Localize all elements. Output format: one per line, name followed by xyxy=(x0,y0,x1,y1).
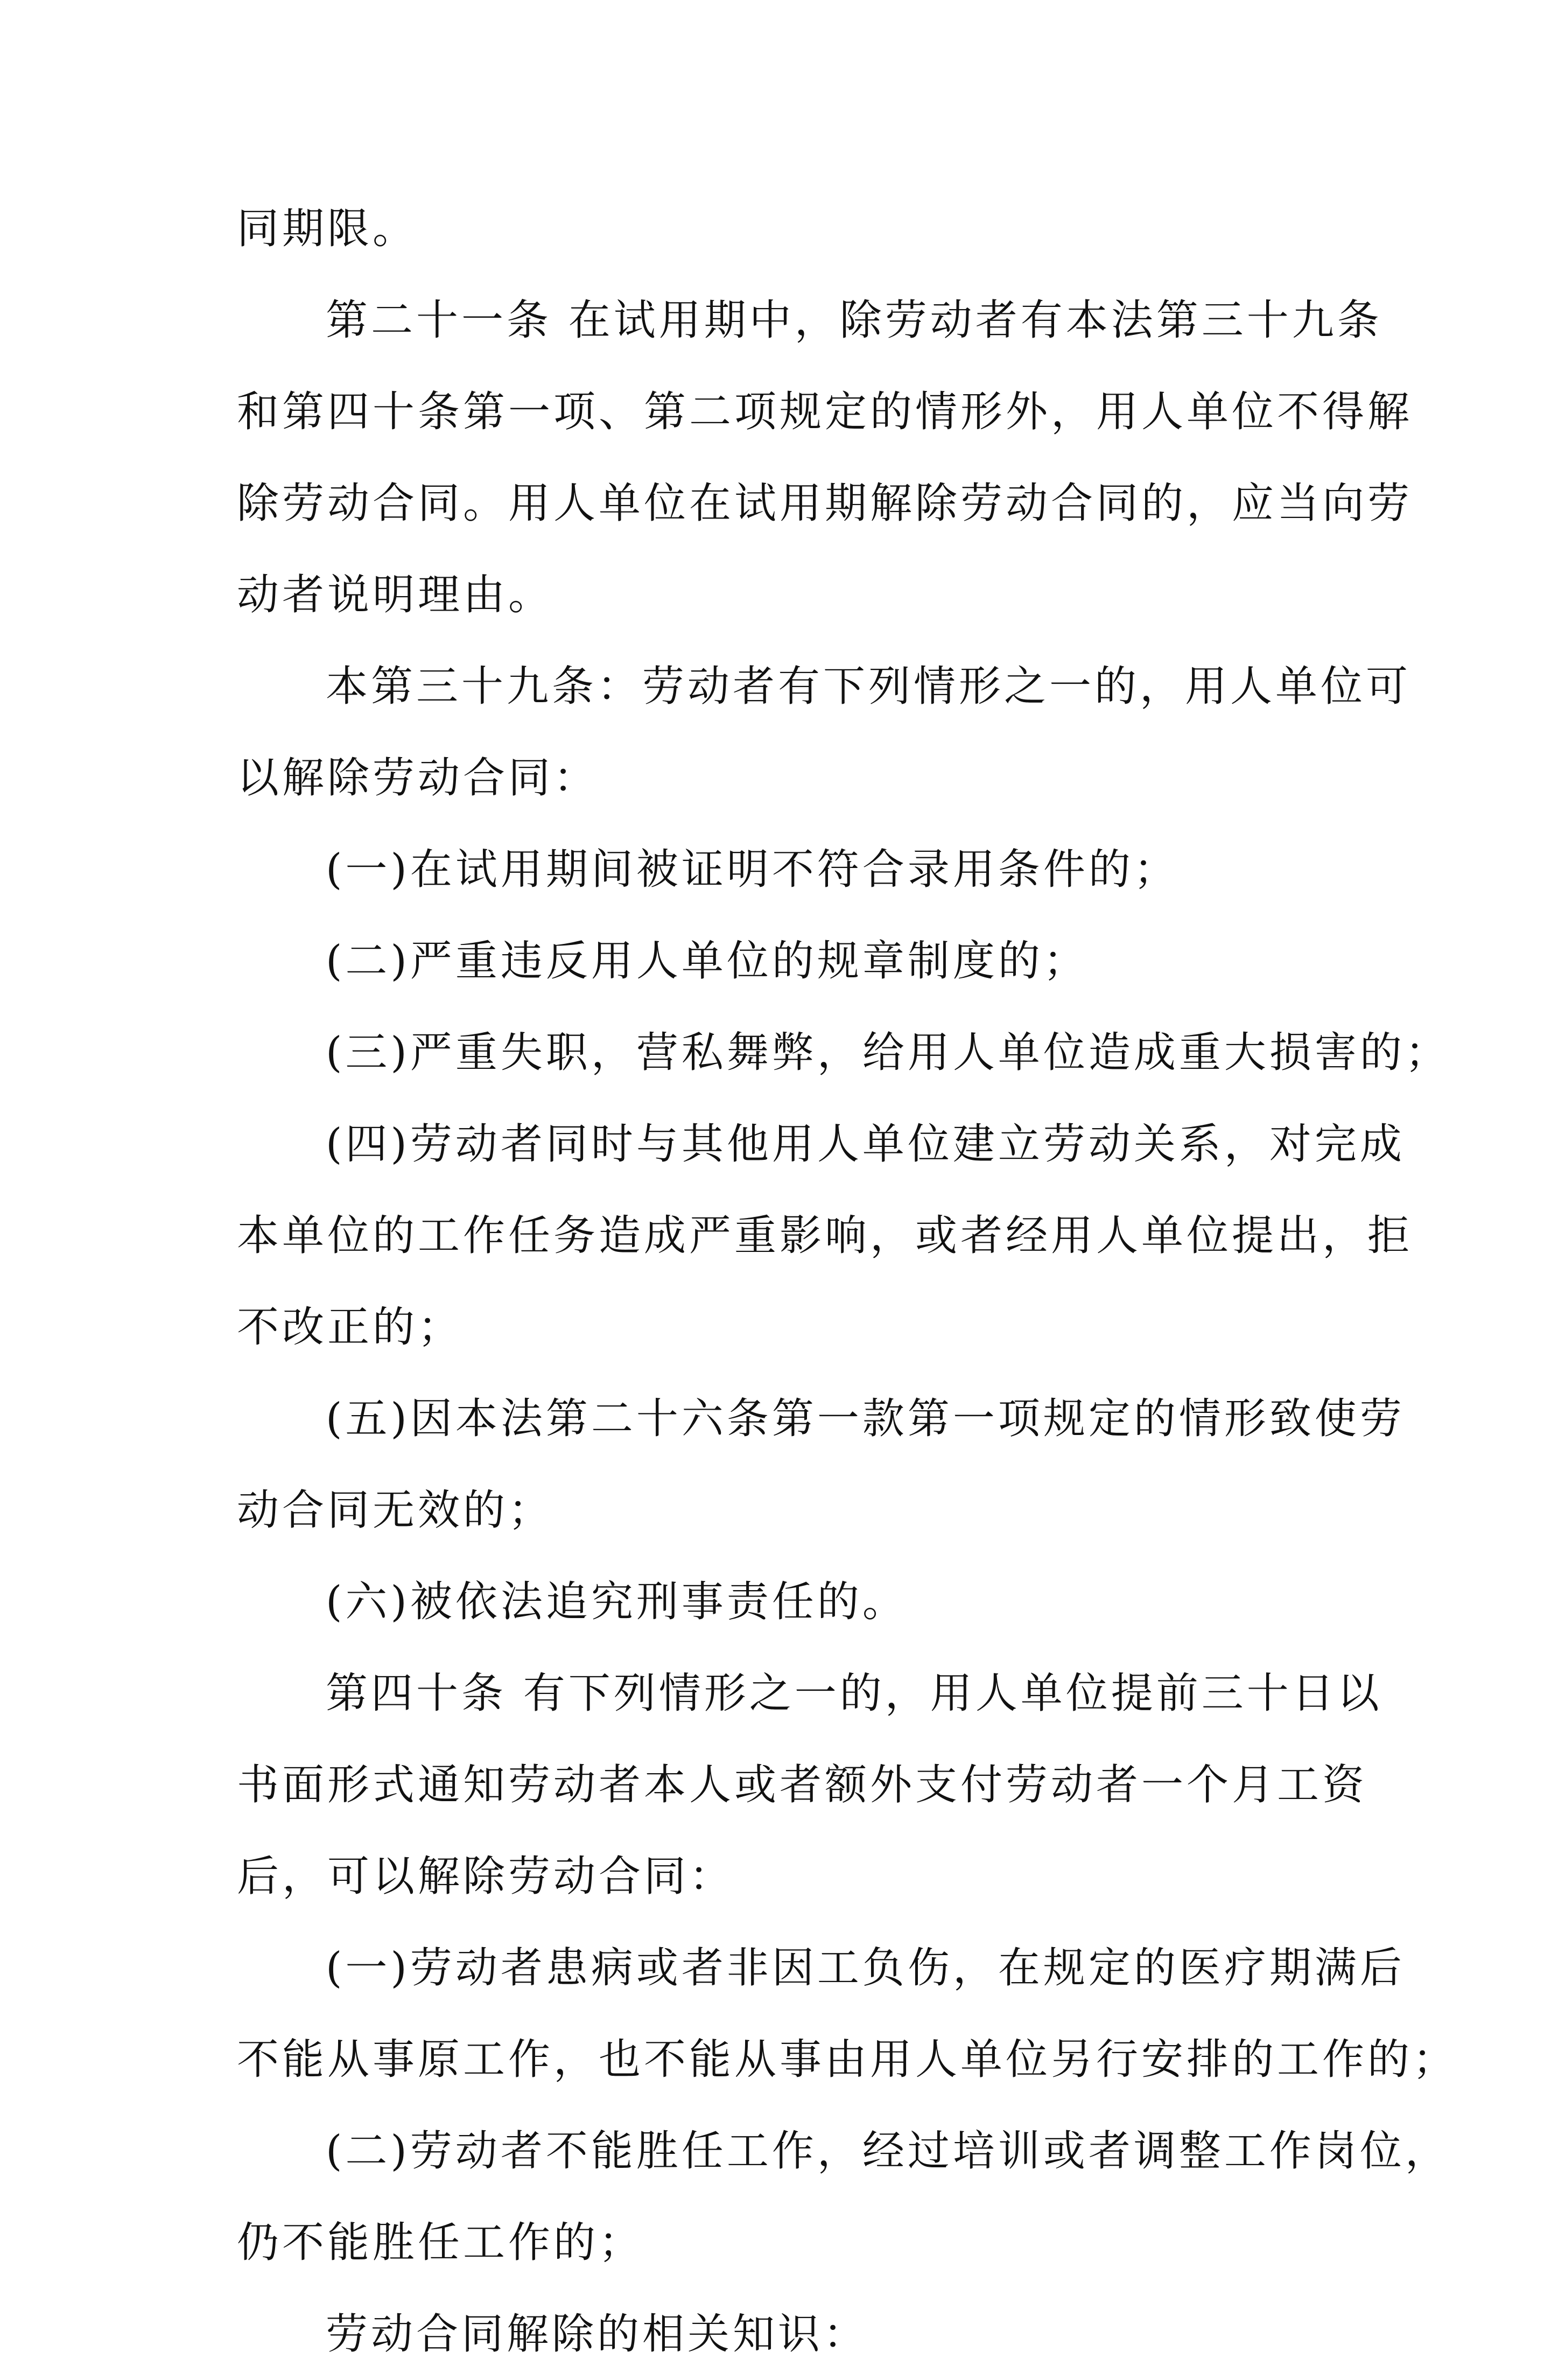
text-line: 本单位的工作任务造成严重影响，或者经用人单位提出，拒 xyxy=(237,1212,1413,1260)
text-line: (三)严重失职，营私舞弊，给用人单位造成重大损害的； xyxy=(326,1028,1450,1077)
text-line: 除劳动合同。用人单位在试用期解除劳动合同的，应当向劳 xyxy=(237,479,1413,528)
text-line: (二)严重违反用人单位的规章制度的； xyxy=(326,937,1089,985)
text-line: (六)被依法追究刑事责任的。 xyxy=(326,1578,908,1626)
text-line: 和第四十条第一项、第二项规定的情形外，用人单位不得解 xyxy=(237,388,1413,436)
text-line: 同期限。 xyxy=(237,205,418,253)
text-line: 劳动合同解除的相关知识： xyxy=(326,2310,869,2358)
text-line: (二)劳动者不能胜任工作，经过培训或者调整工作岗位， xyxy=(326,2127,1450,2175)
text-line: (四)劳动者同时与其他用人单位建立劳动关系，对完成 xyxy=(326,1120,1405,1168)
document-body xyxy=(237,183,1458,2380)
text-line: 后，可以解除劳动合同： xyxy=(237,1852,735,1901)
text-line: (五)因本法第二十六条第一款第一项规定的情形致使劳 xyxy=(326,1395,1405,1443)
text-line: 仍不能胜任工作的； xyxy=(237,2218,644,2267)
text-line: 动者说明理由。 xyxy=(237,571,554,619)
text-line: 书面形式通知劳动者本人或者额外支付劳动者一个月工资 xyxy=(237,1761,1368,1809)
text-line: 以解除劳动合同： xyxy=(237,754,599,802)
text-line: 本第三十九条：劳动者有下列情形之一的，用人单位可 xyxy=(326,662,1412,711)
text-line: (一)劳动者患病或者非因工负伤，在规定的医疗期满后 xyxy=(326,1944,1405,1992)
text-line: 第二十一条 在试用期中，除劳动者有本法第三十九条 xyxy=(326,296,1382,345)
text-line: 不能从事原工作，也不能从事由用人单位另行安排的工作的； xyxy=(237,2035,1458,2084)
text-line: 动合同无效的； xyxy=(237,1486,554,1535)
text-line: 不改正的； xyxy=(237,1303,464,1352)
text-line: (一)在试用期间被证明不符合录用条件的； xyxy=(326,845,1179,894)
text-line: 第四十条 有下列情形之一的，用人单位提前三十日以 xyxy=(326,1669,1382,1718)
